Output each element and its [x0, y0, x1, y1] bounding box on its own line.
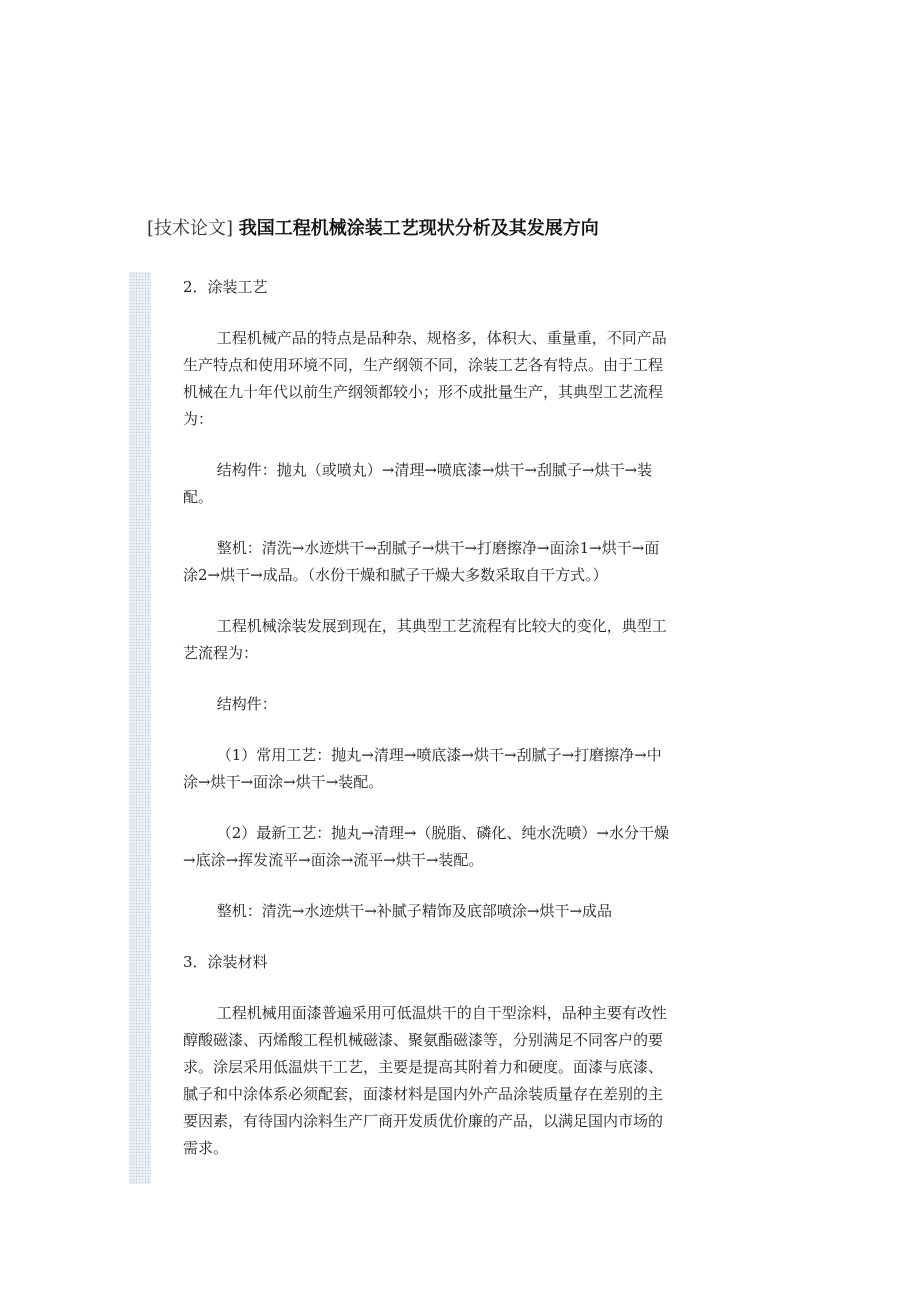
quote-bar-decoration: [129, 272, 151, 1184]
paragraph-structure-old-flow: 结构件：抛丸（或喷丸）→清理→喷底漆→烘干→刮腻子→烘干→装配。: [183, 461, 653, 506]
section-heading-coating-process: 2．涂装工艺: [183, 278, 268, 296]
paragraph-newest-process: （2）最新工艺：抛丸→清理→（脱脂、磷化、纯水洗喷）→水分干燥→底涂→挥发流平→面涂→流平→烘干→装配。: [183, 824, 670, 869]
title-main-text: 我国工程机械涂装工艺现状分析及其发展方向: [238, 218, 599, 239]
paragraph-topcoat-materials: 工程机械用面漆普遍采用可低温烘干的自干型涂料，品种主要有改性醇酸磁漆、丙烯酸工程机械磁漆、聚氨酯磁漆等，分别满足不同客户的要求。涂层采用低温烘干工艺，主要是提高其附着力和硬度。面漆与底漆、腻子和中涂体系必须配套，面漆材料是国内外产品涂装质量存在差别的主要因素，有待国内涂料生产厂商开发质优价廉的产品，以满足国内市场的需求。: [183, 1004, 667, 1157]
paragraph-structure-label: 结构件：: [216, 695, 277, 713]
article-body: [183, 274, 669, 1186]
paragraph-common-process: （1）常用工艺：抛丸→清理→喷底漆→烘干→刮腻子→打磨擦净→中涂→烘干→面涂→烘干→装配。: [183, 746, 662, 791]
section-heading-coating-materials: 3．涂装材料: [183, 953, 268, 971]
paragraph-product-characteristics: 工程机械产品的特点是品种杂、规格多，体积大、重量重，不同产品生产特点和使用环境不同，生产纲领不同，涂装工艺各有特点。由于工程机械在九十年代以前生产纲领都较小；形不成批量生产，其典型工艺流程为：: [183, 329, 667, 428]
title-category-tag: [技术论文]: [147, 218, 234, 239]
paragraph-development: 工程机械涂装发展到现在，其典型工艺流程有比较大的变化，典型工艺流程为：: [183, 617, 667, 662]
page-title: [147, 214, 787, 244]
paragraph-machine-new-flow: 整机：清洗→水迹烘干→补腻子精饰及底部喷涂→烘干→成品: [216, 902, 613, 920]
paragraph-machine-old-flow: 整机：清洗→水迹烘干→刮腻子→烘干→打磨擦净→面涂1→烘干→面涂2→烘干→成品。（水份干燥和腻子干燥大多数采取自干方式。）: [183, 539, 660, 584]
